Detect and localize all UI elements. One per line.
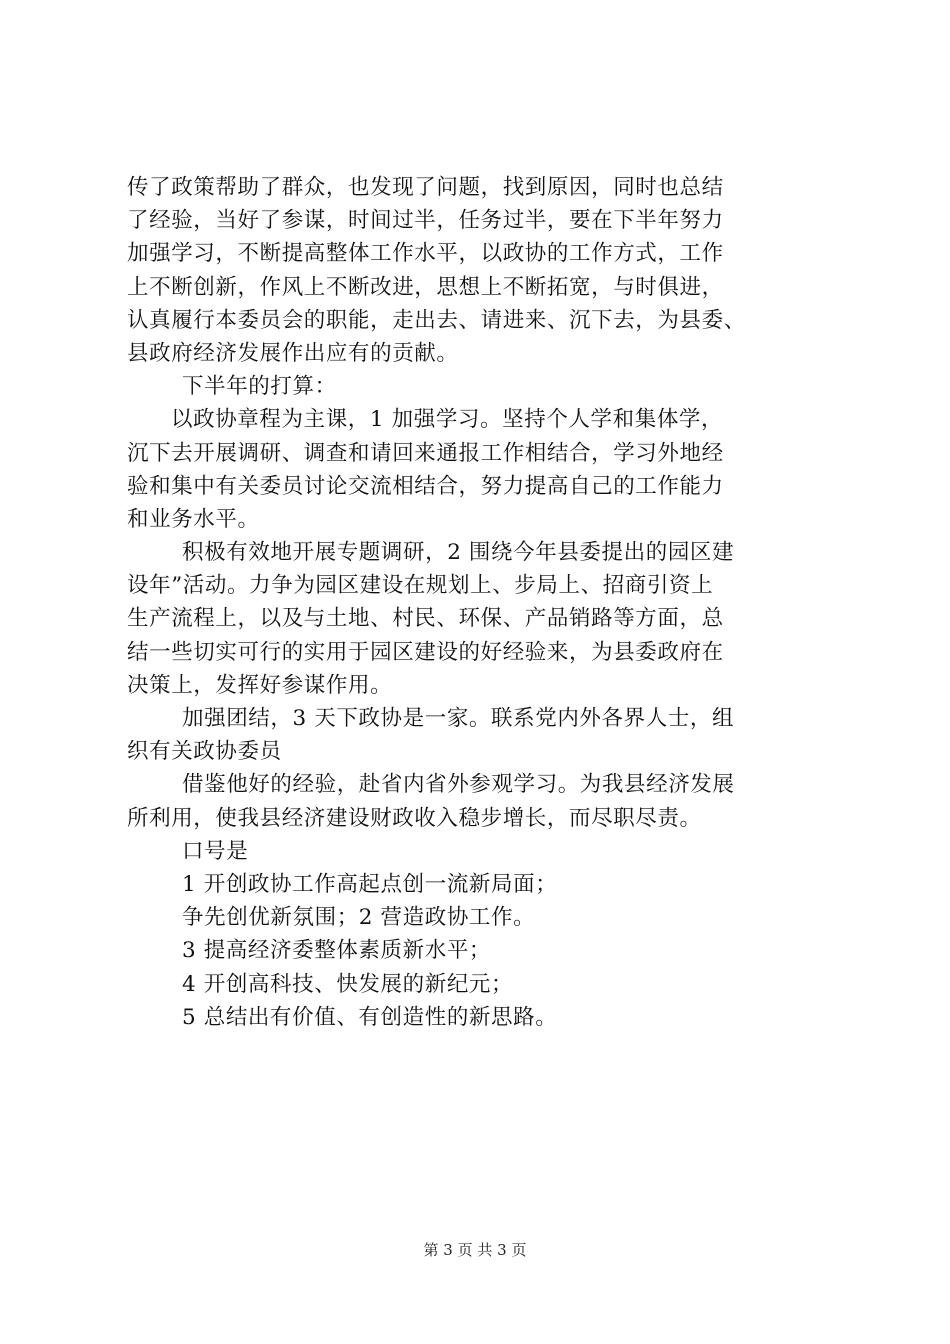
paragraph-line: 上不断创新，作风上不断改进，思想上不断拓宽，与时俱进，	[127, 274, 724, 300]
paragraph-line: 和业务水平。	[127, 506, 260, 532]
paragraph-line: 传了政策帮助了群众，也发现了问题，找到原因，同时也总结	[127, 175, 724, 200]
paragraph-line: 下半年的打算：	[182, 374, 337, 400]
document-body	[127, 171, 847, 1034]
paragraph-line: 5 总结出有价值、有创造性的新思路。	[182, 1004, 558, 1030]
paragraph-line: 验和集中有关委员讨论交流相结合，努力提高自己的工作能力	[127, 473, 724, 499]
paragraph-line: 口号是	[182, 838, 249, 864]
paragraph-line: 县政府经济发展作出应有的贡献。	[127, 340, 459, 366]
paragraph-line: 结一些切实可行的实用于园区建设的好经验来，为县委政府在	[127, 639, 724, 665]
paragraph-line: 借鉴他好的经验，赴省内省外参观学习。为我县经济发展	[182, 772, 735, 798]
paragraph-line: 加强学习，不断提高整体工作水平，以政协的工作方式，工作	[127, 241, 724, 267]
paragraph-line: 4 开创高科技、快发展的新纪元；	[182, 971, 514, 997]
paragraph-line: 认真履行本委员会的职能，走出去、请进来、沉下去，为县委、	[127, 307, 746, 333]
paragraph-line: 决策上，发挥好参谋作用。	[127, 672, 393, 698]
paragraph-line: 1 开创政协工作高起点创一流新局面；	[182, 871, 558, 897]
paragraph-line: 生产流程上，以及与土地、村民、环保、产品销路等方面，总	[127, 606, 724, 632]
paragraph-line: 设年”活动。力争为园区建设在规划上、步局上、招商引资上	[127, 573, 714, 599]
paragraph-line: 积极有效地开展专题调研，2 围绕今年县委提出的园区建	[182, 540, 735, 566]
paragraph-line: 加强团结，3 天下政协是一家。联系党内外各界人士，组	[182, 706, 735, 731]
paragraph-line: 所利用，使我县经济建设财政收入稳步增长，而尽职尽责。	[127, 805, 702, 831]
paragraph-line: 沉下去开展调研、调查和请回来通报工作相结合，学习外地经	[127, 440, 724, 466]
paragraph-line: 织有关政协委员	[127, 739, 282, 765]
paragraph-line: 以政协章程为主课，1 加强学习。坚持个人学和集体学，	[171, 407, 724, 433]
page-footer: 第 3 页 共 3 页	[423, 1241, 527, 1259]
paragraph-line: 争先创优新氛围；2 营造政协工作。	[182, 905, 536, 931]
paragraph-line: 3 提高经济委整体素质新水平；	[182, 938, 492, 964]
paragraph-line: 了经验，当好了参谋，时间过半，任务过半，要在下半年努力	[127, 208, 724, 234]
